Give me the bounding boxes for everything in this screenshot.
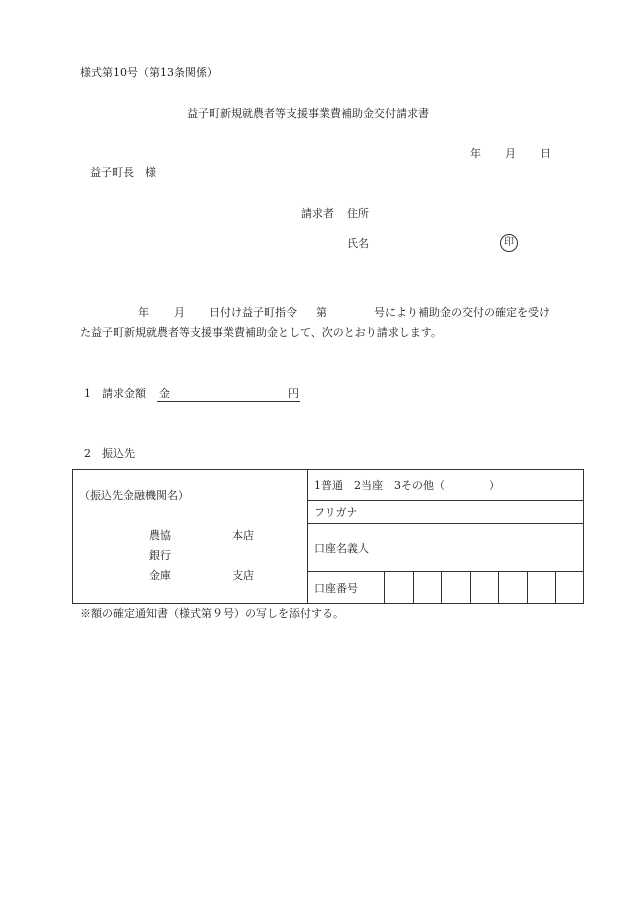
body-line2: た益子町新規就農者等支援事業費補助金として、次のとおり請求します。	[80, 326, 442, 339]
account-digit-box[interactable]	[385, 572, 414, 604]
bank-name-cell[interactable]	[73, 470, 308, 604]
holder-cell[interactable]	[308, 524, 584, 572]
bank-table	[72, 469, 584, 604]
form-number: 様式第10号（第13条関係）	[80, 66, 218, 79]
account-digit-box[interactable]	[556, 572, 584, 604]
furigana-cell[interactable]	[308, 501, 584, 524]
date-month: 月	[505, 147, 516, 160]
body-year: 年	[138, 306, 149, 319]
account-number-label: 口座番号	[314, 581, 358, 595]
name-label: 氏名	[347, 237, 369, 250]
amount-label: 1 請求金額	[84, 387, 146, 400]
account-number-label-cell	[308, 572, 385, 604]
account-types: 1普通 2当座 3その他（ ）	[314, 479, 500, 492]
amount-underline[interactable]	[157, 401, 300, 402]
amount-unit: 円	[288, 387, 299, 400]
date-day: 日	[540, 147, 551, 160]
address-label: 住所	[347, 207, 369, 220]
account-digit-box[interactable]	[442, 572, 471, 604]
attachment-note: ※額の確定通知書（様式第９号）の写しを添付する。	[80, 607, 344, 620]
holder-label: 口座名義人	[314, 541, 369, 555]
bank-shiten: 支店	[232, 569, 254, 582]
body-month: 月	[174, 306, 185, 319]
transfer-label: 2 振込先	[84, 447, 135, 460]
account-digit-box[interactable]	[413, 572, 442, 604]
bank-ginko: 銀行	[149, 549, 171, 562]
furigana-label: フリガナ	[314, 506, 358, 519]
amount-prefix: 金	[159, 387, 170, 400]
body-number-prefix: 第	[316, 306, 327, 319]
account-digit-box[interactable]	[527, 572, 556, 604]
account-type-cell[interactable]	[308, 470, 584, 501]
addressee: 益子町長 様	[90, 166, 156, 179]
form-title: 益子町新規就農者等支援事業費補助金交付請求書	[187, 107, 429, 120]
account-digit-box[interactable]	[499, 572, 528, 604]
requester-label: 請求者	[301, 207, 334, 220]
date-year: 年	[470, 147, 481, 160]
bank-honten: 本店	[232, 529, 254, 542]
bank-header: （振込先金融機関名）	[79, 489, 189, 502]
body-line1-rest: 号により補助金の交付の確定を受け	[374, 306, 550, 319]
body-dated: 日付け益子町指令	[209, 306, 297, 319]
bank-kinko: 金庫	[149, 569, 171, 582]
bank-nokyo: 農協	[149, 529, 171, 542]
seal-stamp: 印	[500, 234, 518, 252]
account-digit-box[interactable]	[470, 572, 499, 604]
